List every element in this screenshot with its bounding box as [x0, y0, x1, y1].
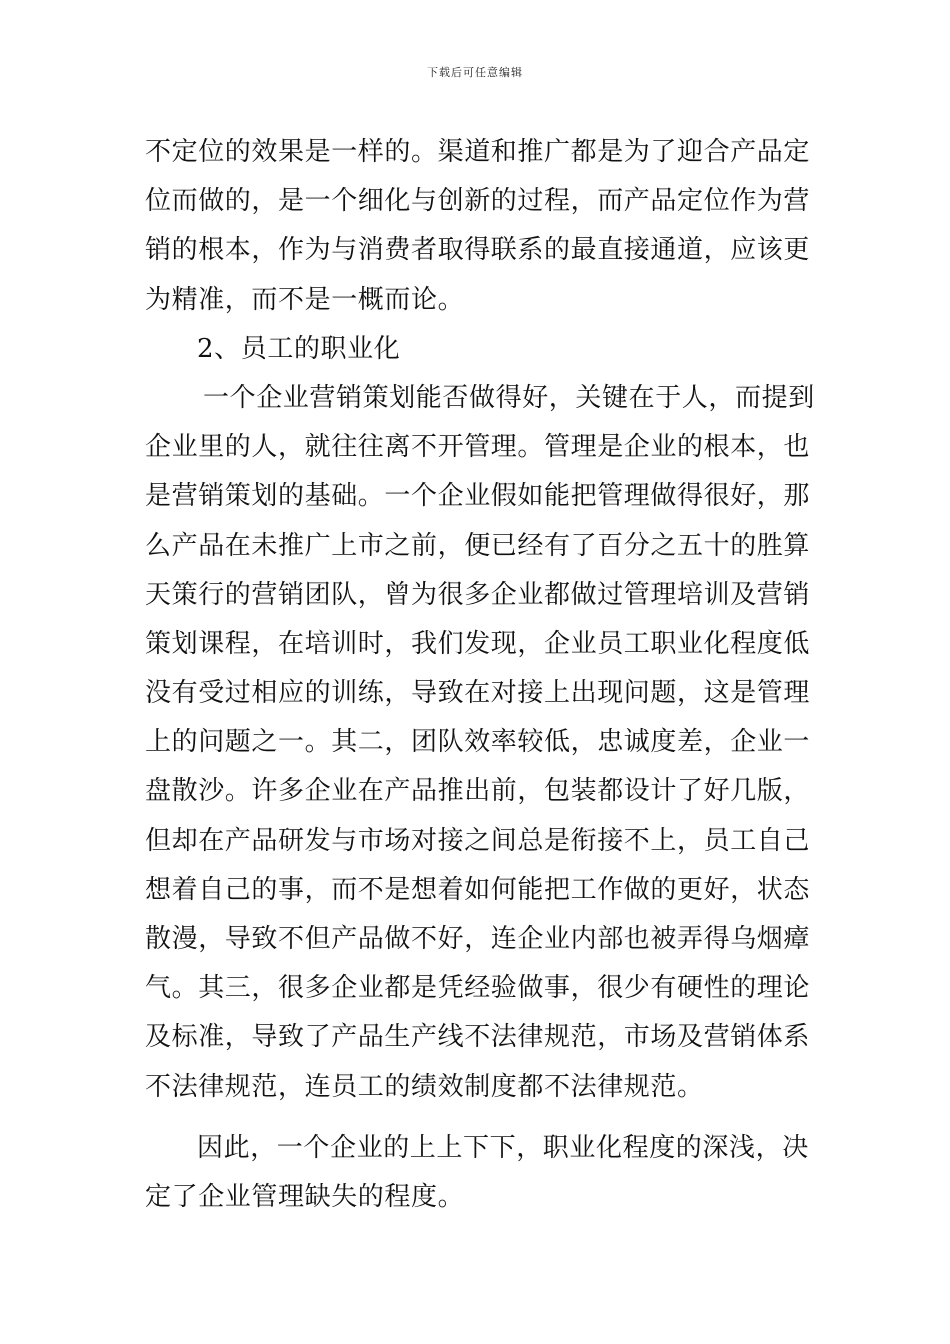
text-line: 没有受过相应的训练，导致在对接上出现问题，这是管理 [145, 678, 811, 709]
document-body [145, 128, 815, 1222]
text-line: 但却在产品研发与市场对接之间总是衔接不上，员工自己 [145, 825, 811, 856]
section-heading: 2、员工的职业化 [197, 333, 401, 364]
text-line: 不法律规范，连员工的绩效制度都不法律规范。 [145, 1071, 704, 1102]
text-line: 策划课程，在培训时，我们发现，企业员工职业化程度低 [145, 628, 811, 659]
text-line: 盘散沙。许多企业在产品推出前，包装都设计了好几版， [145, 776, 811, 807]
text-line: 企业里的人，就往往离不开管理。管理是企业的根本，也 [145, 432, 811, 463]
text-line: 为精准，而不是一概而论。 [145, 284, 465, 315]
text-line: 定了企业管理缺失的程度。 [145, 1181, 465, 1212]
text-line: 位而做的，是一个细化与创新的过程，而产品定位作为营 [145, 186, 811, 217]
text-line: 是营销策划的基础。一个企业假如能把管理做得很好，那 [145, 481, 811, 512]
text-line: 么产品在未推广上市之前，便已经有了百分之五十的胜算 [145, 530, 811, 561]
text-line: 天策行的营销团队，曾为很多企业都做过管理培训及营销 [145, 579, 811, 610]
text-line: 不定位的效果是一样的。渠道和推广都是为了迎合产品定 [145, 137, 811, 167]
text-line: 及标准，导致了产品生产线不法律规范，市场及营销体系 [145, 1022, 811, 1053]
text-line: 想着自己的事，而不是想着如何能把工作做的更好，状态 [145, 874, 811, 905]
text-line: 气。其三，很多企业都是凭经验做事，很少有硬性的理论 [145, 973, 811, 1004]
text-line: 因此，一个企业的上上下下，职业化程度的深浅，决 [197, 1132, 809, 1163]
text-line: 销的根本，作为与消费者取得联系的最直接通道，应该更 [145, 235, 811, 266]
paragraph-gap [145, 1112, 815, 1124]
text-line: 一个企业营销策划能否做得好，关键在于人，而提到 [203, 382, 815, 413]
page-header: 下载后可任意编辑 [427, 66, 523, 79]
text-line: 散漫，导致不但产品做不好，连企业内部也被弄得乌烟瘴 [145, 924, 811, 954]
text-line: 上的问题之一。其二，团队效率较低，忠诚度差，企业一 [145, 727, 811, 758]
